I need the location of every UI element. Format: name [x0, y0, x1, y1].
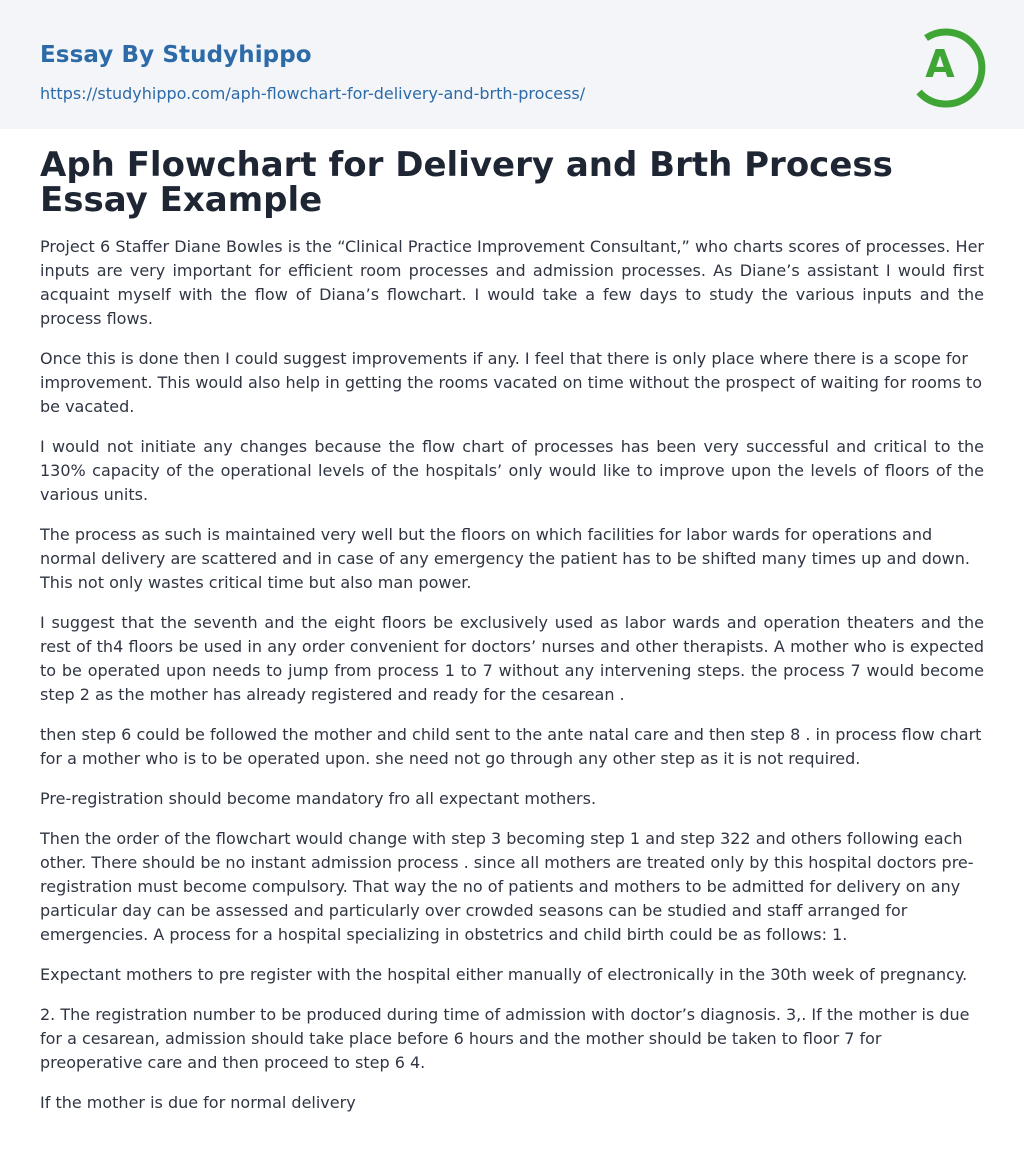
essay-body: [40, 235, 984, 1131]
essay-paragraph: If the mother is due for normal delivery: [40, 1093, 356, 1112]
essay-paragraph: Then the order of the flowchart would change with step 3 becoming step 1 and step 322 and others following each other. There should be no instant admission process . since all mothers are treated only by this hospital doctors pre-registration must become compulsory. That way the no of patients and mothers to be admitted for delivery on any particular day can be assessed and particularly over crowded seasons can be studied and staff arranged for emergencies. A process for a hospital specializing in obstetrics and child birth could be as follows: 1.: [40, 829, 974, 944]
essay-paragraph: Project 6 Staffer Diane Bowles is the “Clinical Practice Improvement Consultant,” who charts scores of processes. Her inputs are very important for efficient room processes and admission processes. As Diane’s assistant I would first acquaint myself with the flow of Diana’s flowchart. I would take a few days to study the various inputs and the process flows.: [40, 237, 984, 328]
essay-paragraph: Once this is done then I could suggest improvements if any. I feel that there is only place where there is a scope for improvement. This would also help in getting the rooms vacated on time without the prospect of waiting for rooms to be vacated.: [40, 349, 982, 416]
essay-paragraph: I suggest that the seventh and the eight floors be exclusively used as labor wards and operation theaters and the rest of th4 floors be used in any order convenient for doctors’ nurses and other therapists. A mother who is expected to be operated upon needs to jump from process 1 to 7 without any intervening steps. the process 7 would become step 2 as the mother has already registered and ready for the cesarean .: [40, 613, 984, 704]
essay-url-link[interactable]: https://studyhippo.com/aph-flowchart-for-delivery-and-brth-process/: [40, 84, 586, 103]
studyhippo-logo-icon[interactable]: [900, 19, 990, 109]
essay-paragraph: I would not initiate any changes because the flow chart of processes has been very successful and critical to the 130% capacity of the operational levels of the hospitals’ only would like to improve upon the levels of floors of the various units.: [40, 437, 984, 504]
essay-paragraph: 2. The registration number to be produced during time of admission with doctor’s diagnosis. 3,. If the mother is due for a cesarean, admission should take place before 6 hours and the mother should be taken to floor 7 for preoperative care and then proceed to step 6 4.: [40, 1005, 970, 1072]
essay-paragraph: then step 6 could be followed the mother and child sent to the ante natal care and then step 8 . in process flow chart for a mother who is to be operated upon. she need not go through any other step as it is not required.: [40, 725, 982, 768]
essay-title: Aph Flowchart for Delivery and Brth Process Essay Example: [40, 145, 893, 220]
essay-paragraph: Pre-registration should become mandatory fro all expectant mothers.: [40, 789, 597, 808]
essay-paragraph: The process as such is maintained very well but the floors on which facilities for labor wards for operations and normal delivery are scattered and in case of any emergency the patient has to be shifted many times up and down. This not only wastes critical time but also man power.: [40, 525, 970, 592]
essay-paragraph: Expectant mothers to pre register with the hospital either manually of electronically in the 30th week of pregnancy.: [40, 965, 968, 984]
logo-letter: A: [925, 42, 955, 86]
site-header: [0, 0, 1024, 129]
site-brand[interactable]: Essay By Studyhippo: [40, 42, 312, 68]
